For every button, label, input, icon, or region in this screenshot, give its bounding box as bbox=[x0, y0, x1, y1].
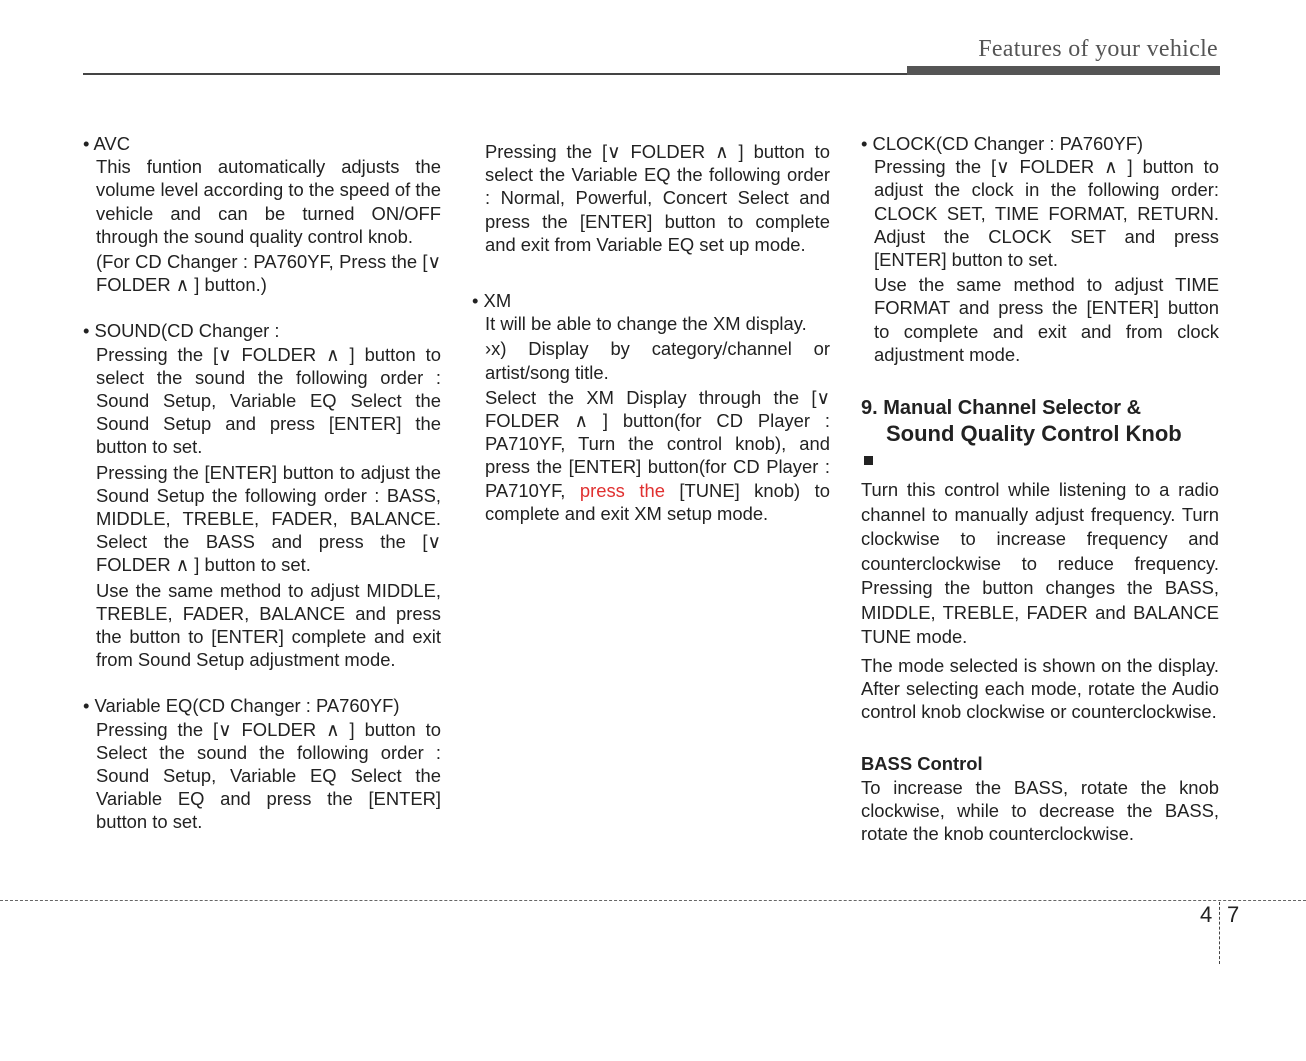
column-middle bbox=[472, 140, 830, 525]
avc-paragraph: This funtion automatically adjusts the volume level according to the speed of the vehicle and can be turned ON/OFF through the sound quality control knob. bbox=[96, 156, 441, 247]
xm-paragraph-3 bbox=[472, 386, 830, 525]
variable-eq-heading: • Variable EQ(CD Changer : PA760YF) bbox=[83, 695, 400, 717]
section-title-line-2: Sound Quality Control Knob bbox=[886, 421, 1182, 447]
column-right bbox=[861, 132, 1219, 845]
chapter-number: 4 bbox=[1200, 902, 1213, 927]
variable-eq-paragraph: Pressing the [∨ FOLDER ∧ ] button to Select the sound the following order : Sound Setup, Variable EQ Select the Variable EQ and press the [ENTER] button to set. bbox=[96, 718, 441, 833]
manual-paragraph-1: Turn this control while listening to a radio channel to manually adjust frequency. Turn clockwise to increase frequency and counterclockwise to reduce frequency. Pressing the button changes the BASS, MIDDLE, TREBLE, FADER and BALANCE TUNE mode. bbox=[861, 479, 1219, 648]
xm-paragraph-3-highlight: press the bbox=[579, 479, 665, 501]
avc-heading: • AVC bbox=[83, 133, 130, 154]
clock-paragraph-1: Pressing the [∨ FOLDER ∧ ] button to adjust the clock in the following order: CLOCK SET, TIME FORMAT, RETURN. Adjust the CLOCK SET and press [ENTER] button to set. bbox=[874, 156, 1219, 271]
page-number-divider bbox=[1219, 902, 1220, 964]
manual-paragraph-2: The mode selected is shown on the display. After selecting each mode, rotate the Audio control knob clockwise or counterclockwise. bbox=[861, 654, 1219, 723]
xm-paragraph-2: ›x) Display by category/channel or artist/song title. bbox=[485, 338, 830, 383]
sound-paragraph-1: Pressing the [∨ FOLDER ∧ ] button to select the sound the following order : Sound Setup, Variable EQ Select the Sound Setup and press [ENTER] the button to set. bbox=[96, 343, 441, 458]
sound-paragraph-2: Pressing the [ENTER] button to adjust the Sound Setup the following order : BASS, MIDDLE, TREBLE, FADER, BALANCE. Select the BASS and press the [∨ FOLDER ∧ ] button to set. bbox=[96, 461, 441, 576]
variable-eq-paragraph-2: Pressing the [∨ FOLDER ∧ ] button to select the Variable EQ the following order : Normal, Powerful, Concert Select and press the [ENTER] button to complete and exit from Variable EQ set up mode. bbox=[485, 141, 830, 255]
xm-paragraph-3-part-2: [TUNE] knob) to complete and exit XM setup mode. bbox=[485, 479, 831, 524]
avc-note: (For CD Changer : PA760YF, Press the [∨ FOLDER ∧ ] button.) bbox=[96, 251, 441, 296]
xm-heading: • XM bbox=[472, 290, 512, 312]
page-header-title: Features of your vehicle bbox=[978, 36, 1218, 62]
clock-paragraph-2: Use the same method to adjust TIME FORMAT and press the [ENTER] button to complete and exit and from clock adjustment mode. bbox=[874, 274, 1219, 365]
xm-paragraph-3-part-1: Select the XM Display through the [∨ FOLDER ∧ ] button(for CD Player : PA710YF, Turn the control knob), and press the [ENTER] button(for CD Player : PA710YF, bbox=[485, 386, 830, 501]
header-bar bbox=[907, 66, 1220, 75]
footer-divider bbox=[0, 900, 1306, 901]
column-left bbox=[83, 132, 441, 834]
xm-paragraph-1: It will be able to change the XM display. bbox=[485, 313, 807, 335]
clock-heading: • CLOCK(CD Changer : PA760YF) bbox=[861, 133, 1144, 154]
bass-control-paragraph: To increase the BASS, rotate the knob clockwise, while to decrease the BASS, rotate the knob counterclockwise. bbox=[861, 776, 1219, 844]
section-title-line-1: 9. Manual Channel Selector & bbox=[861, 397, 1142, 420]
page-number: 7 bbox=[1227, 902, 1240, 927]
square-bullet-icon bbox=[864, 456, 873, 465]
sound-heading: • SOUND(CD Changer : bbox=[83, 320, 280, 342]
sound-paragraph-3: Use the same method to adjust MIDDLE, TREBLE, FADER, BALANCE and press the button to [ENTER] complete and exit from Sound Setup adjustment mode. bbox=[96, 579, 441, 671]
bass-control-heading: BASS Control bbox=[861, 753, 983, 775]
